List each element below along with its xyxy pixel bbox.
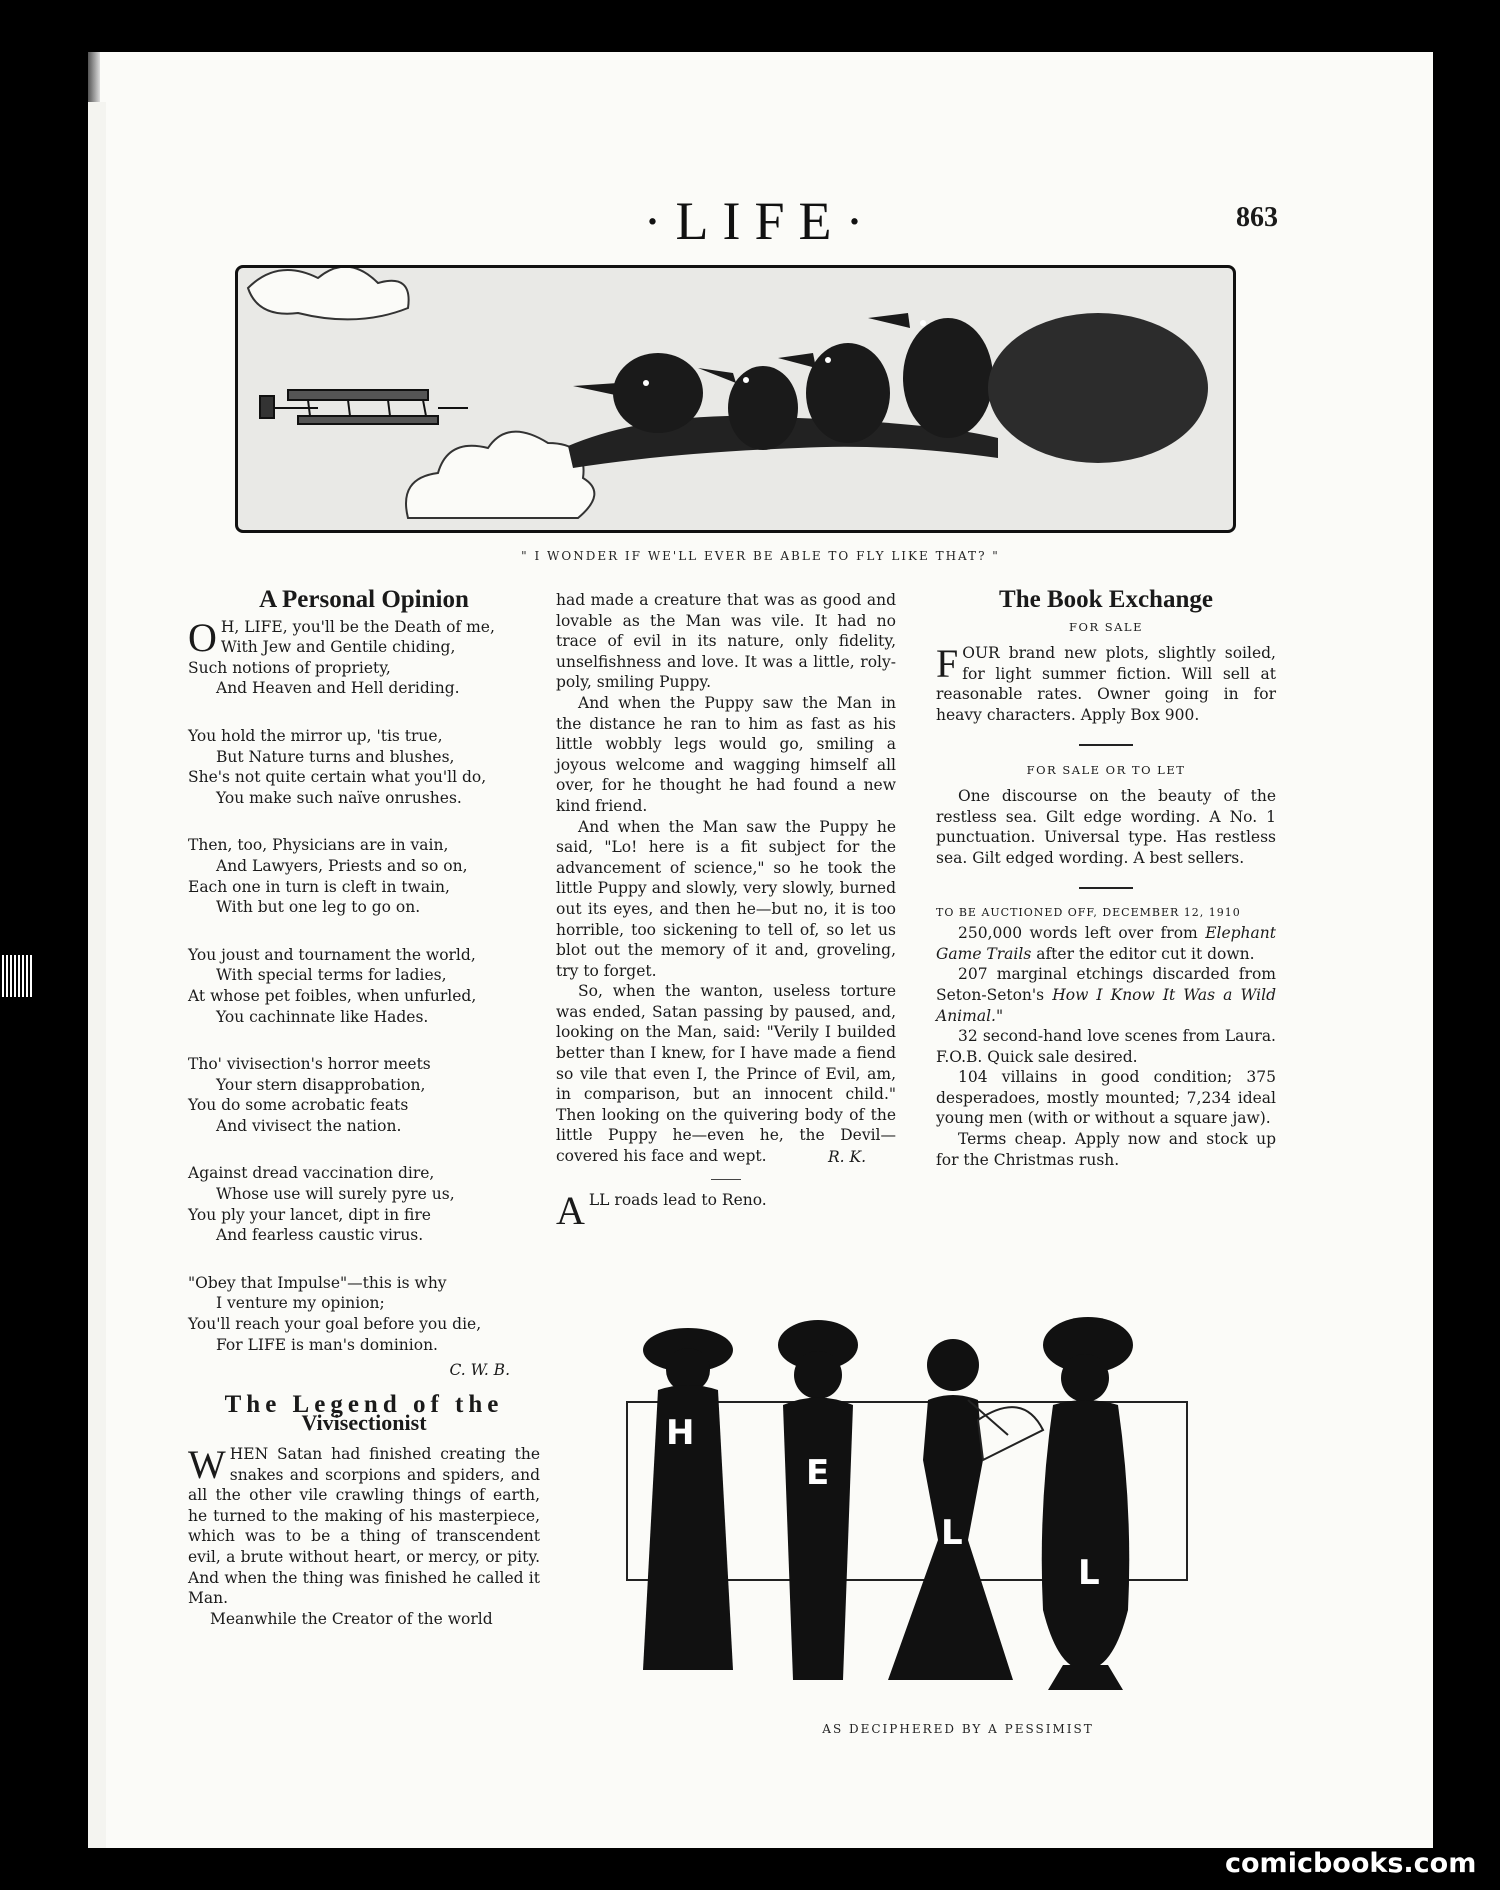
- column-middle: [556, 590, 896, 1234]
- column-right: [936, 586, 1276, 1170]
- poem-line: You hold the mirror up, 'tis true,: [188, 726, 443, 745]
- poem-stanza: [188, 1054, 540, 1136]
- letter-l: L: [941, 1513, 963, 1553]
- legend-paragraph: WHEN Satan had finished creating the snakes and scorpions and spiders, and all the other vile crawling things of earth, he turned to the making of his masterpiece, which was to be a thing of transcendent evil, a brute without heart, or mercy, or pity. And when the thing was finished he called it Man.: [188, 1442, 540, 1608]
- poem-line: Against dread vaccination dire,: [188, 1164, 435, 1183]
- auction-item-4: 104 villains in good condition; 375 desperadoes, mostly mounted; 7,234 ideal young men (with or without a square jaw).: [936, 1068, 1276, 1128]
- poem-line: I venture my opinion;: [216, 1294, 385, 1313]
- auction-item-3: 32 second-hand love scenes from Laura. F.O.B. Quick sale desired.: [936, 1027, 1276, 1066]
- poem-line: And vivisect the nation.: [216, 1116, 402, 1135]
- poem-line: Tho' vivisection's horror meets: [188, 1055, 431, 1074]
- reno-dropcap: A: [556, 1188, 585, 1234]
- for-sale-label: FOR SALE: [1069, 619, 1143, 634]
- left-edge-strip: [88, 102, 106, 1848]
- poem-stanza: [188, 614, 540, 699]
- poem-line: But Nature turns and blushes,: [216, 747, 455, 766]
- poem-line: And Heaven and Hell deriding.: [216, 679, 460, 698]
- legend-p3: And when the Man saw the Puppy he said, "Lo! here is a fit subject for the advancement of science," so he took the little Puppy and slowly, very slowly, burned out its eyes, and then he—but no, it is too horrible, too sickening to tell of, so let us blot out the memory of it and, groveling, try to forget.: [556, 817, 896, 980]
- poem-line: With Jew and Gentile chiding,: [220, 638, 456, 657]
- column-left: [188, 586, 540, 1629]
- watermark: comicbooks.com: [1225, 1848, 1477, 1879]
- poem-title: A Personal Opinion: [259, 586, 469, 613]
- legend-signature: R. K.: [827, 1147, 866, 1166]
- poem-line: Each one in turn is cleft in twain,: [188, 877, 450, 896]
- margin-mark: [2, 955, 32, 997]
- book-exchange-title: The Book Exchange: [999, 586, 1213, 613]
- poem-line: She's not quite certain what you'll do,: [188, 768, 487, 787]
- letter-l-2: L: [1078, 1553, 1100, 1593]
- poem-line: H, LIFE, you'll be the Death of me,: [220, 617, 495, 636]
- divider: [711, 1179, 741, 1180]
- letter-h: H: [666, 1413, 695, 1453]
- poem-stanza: [188, 1273, 540, 1355]
- legend-p1: had made a creature that was as good and lovable as the Man was vile. It had no trace of evil in its nature, only fidelity, unselfishness and love. It was a little, roly-poly, smiling Puppy.: [556, 591, 896, 692]
- poem-line: Whose use will surely pyre us,: [216, 1185, 455, 1204]
- auction-item-5: Terms cheap. Apply now and stock up for the Christmas rush.: [936, 1130, 1276, 1169]
- for-sale-text: FOUR brand new plots, slightly soiled, for light summer fiction. Will sell at reasonable rates. Owner going in for heavy characters. Apply Box 900.: [936, 641, 1276, 724]
- letter-e: E: [806, 1453, 830, 1493]
- poem-signature: C. W. B.: [449, 1361, 510, 1380]
- poem-line: Your stern disapprobation,: [216, 1075, 426, 1094]
- poem-line: "Obey that Impulse"—this is why: [188, 1273, 447, 1292]
- reno-note: ALL roads lead to Reno.: [556, 1188, 767, 1234]
- auction-label: TO BE AUCTIONED OFF, DECEMBER 12, 1910: [936, 905, 1241, 919]
- bottom-illustration-caption: AS DECIPHERED BY A PESSIMIST: [822, 1722, 1094, 1736]
- poem-line: You cachinnate like Hades.: [216, 1007, 429, 1026]
- legend-p2: And when the Puppy saw the Man in the distance he ran to him as fast as his little wobbly legs would go, smiling a joyous welcome and wagging himself all over, for he thought he had found a new kind friend.: [556, 693, 896, 815]
- poem-stanza: [188, 1163, 540, 1245]
- masthead-title: ·LIFE·: [643, 191, 878, 251]
- poem-stanza: [188, 945, 540, 1027]
- top-illustration-caption: " I WONDER IF WE'LL EVER BE ABLE TO FLY LIKE THAT? ": [521, 549, 1000, 563]
- for-sale-or-let-text: One discourse on the beauty of the restless sea. Gilt edge wording. A No. 1 punctuation. Universal type. Has restless sea. Gilt edged wording. A best sellers.: [936, 787, 1276, 867]
- divider: [1079, 744, 1133, 746]
- poem-stanza: [188, 726, 540, 808]
- auction-item-1: 250,000 words left over from Elephant Game Trails after the editor cut it down.: [936, 924, 1276, 963]
- poem-line: You do some acrobatic feats: [188, 1096, 409, 1115]
- poem-line: And Lawyers, Priests and so on,: [216, 856, 468, 875]
- poem-line: And fearless caustic virus.: [216, 1226, 424, 1245]
- poem-stanza: [188, 835, 540, 917]
- poem-line: You ply your lancet, dipt in fire: [188, 1205, 431, 1224]
- for-sale-or-let-label: FOR SALE OR TO LET: [1026, 762, 1186, 777]
- divider: [1079, 887, 1133, 889]
- poem-line: You joust and tournament the world,: [188, 945, 476, 964]
- poem-line: You make such naïve onrushes.: [216, 788, 462, 807]
- poem-line: Then, too, Physicians are in vain,: [188, 836, 449, 855]
- hell-letters: [623, 1310, 1293, 1700]
- poem-line: You'll reach your goal before you die,: [188, 1315, 482, 1334]
- poem-stanzas: [188, 614, 540, 1356]
- legend-subtitle: Vivisectionist: [301, 1410, 427, 1436]
- poem-line: Such notions of propriety,: [188, 658, 391, 677]
- hell-illustration: [623, 1310, 1293, 1700]
- for-sale-dropcap: F: [936, 641, 959, 687]
- crows-and-biplane-drawing: [238, 268, 1233, 530]
- poem-dropcap: O: [188, 614, 217, 660]
- page-number: 863: [1236, 202, 1278, 233]
- poem-line: With special terms for ladies,: [216, 966, 447, 985]
- legend-dropcap: W: [188, 1442, 226, 1487]
- crows-illustration: [235, 265, 1236, 533]
- legend-paragraph-cont: Meanwhile the Creator of the world: [210, 1609, 493, 1628]
- poem-line: At whose pet foibles, when unfurled,: [188, 986, 477, 1005]
- legend-p4: So, when the wanton, useless torture was ended, Satan passing by paused, and, looking on the Man, said: "Verily I builded better than I knew, for I have made a fiend so vile that even I, the Prince of Evil, am, in comparison, but an innocent child." Then looking on the quivering body of the little Puppy he—even he, the Devil—covered his face and wept.: [556, 982, 896, 1166]
- legend-title: The Legend of the: [224, 1390, 504, 1418]
- poem-line: With but one leg to go on.: [216, 898, 421, 917]
- auction-item-2: 207 marginal etchings discarded from Seton-Seton's How I Know It Was a Wild Animal.": [936, 965, 1276, 1025]
- poem-line: For LIFE is man's dominion.: [216, 1335, 438, 1354]
- magazine-page: [88, 52, 1433, 1848]
- biplane-icon: [260, 390, 468, 424]
